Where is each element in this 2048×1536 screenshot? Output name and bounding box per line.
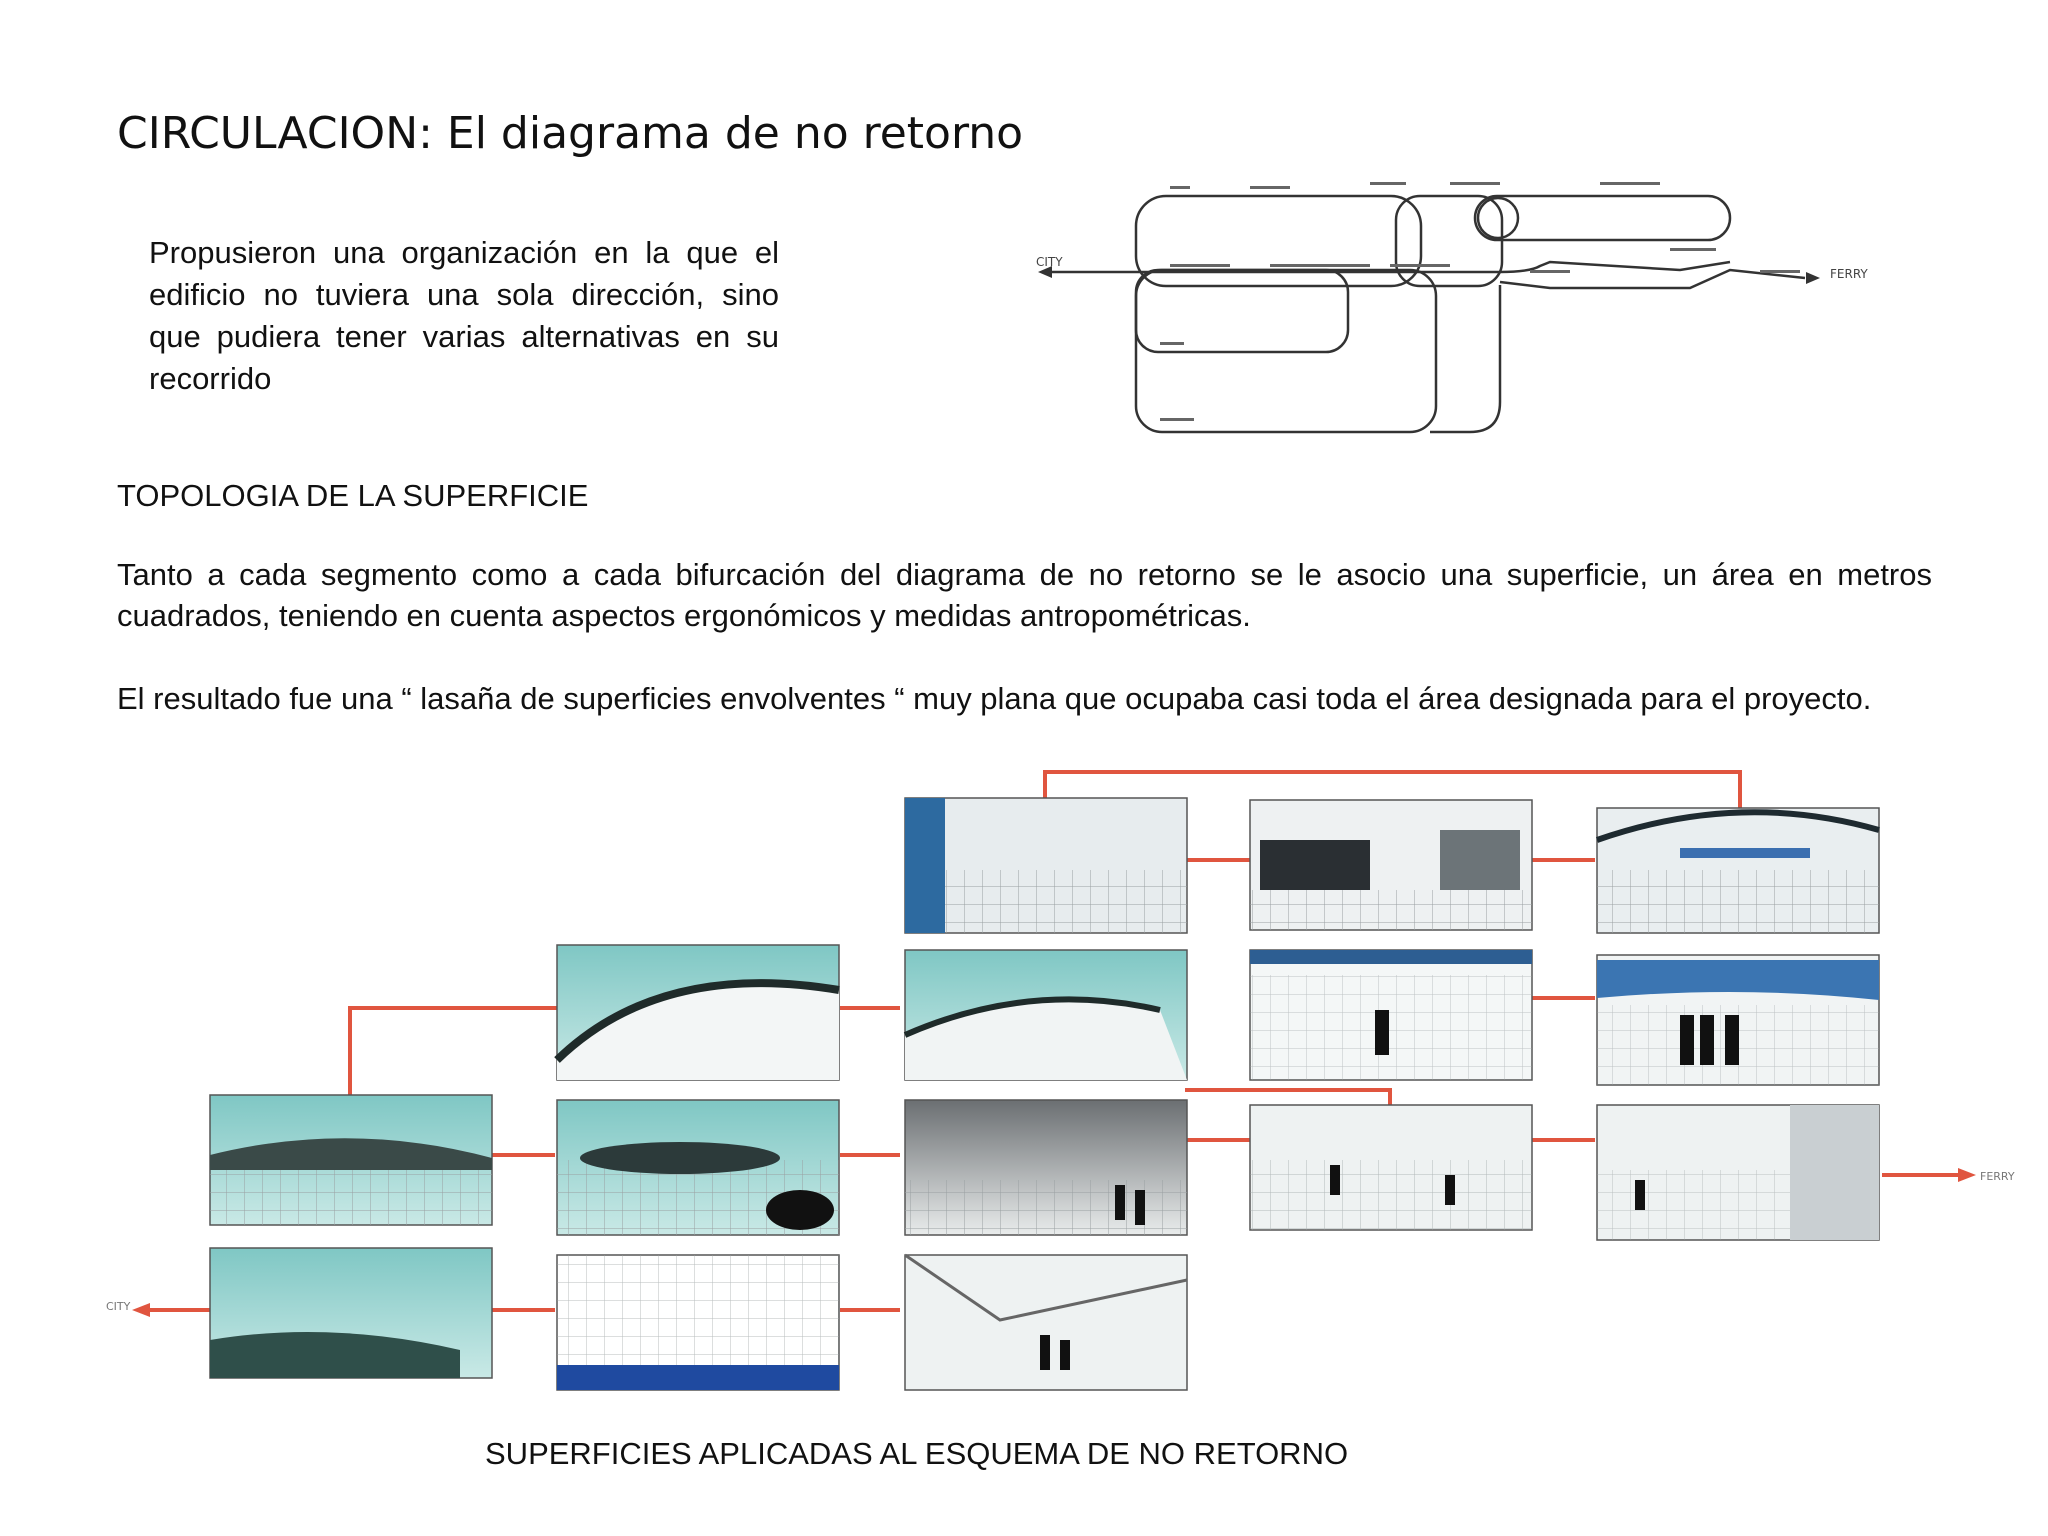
connector-left-upper (350, 1008, 560, 1095)
diagram-tiny-label (1170, 264, 1230, 267)
render-tile (905, 950, 1187, 1080)
connector (1185, 1090, 1390, 1105)
diagram-city-label: CITY (1036, 255, 1063, 269)
render-tile (905, 798, 1187, 933)
render-tile (557, 1255, 839, 1390)
render-tile (557, 945, 839, 1080)
figure-caption: SUPERFICIES APLICADAS AL ESQUEMA DE NO RETORNO (485, 1436, 1349, 1471)
render-tile (210, 1095, 492, 1225)
diagram-loop (1136, 270, 1348, 352)
diagram-tiny-label (1370, 182, 1406, 185)
intro-paragraph: Propusieron una organización en la que el edificio no tuviera una sola dirección, sino que pudiera tener varias alternativas en su recorrido (149, 235, 779, 396)
diagram-tiny-label (1600, 182, 1660, 185)
paragraph-lasagna: El resultado fue una “ lasaña de superficies envolventes “ muy plana que ocupaba casi toda el área designada para el proyecto. (117, 681, 1872, 716)
diagram-tiny-label (1760, 270, 1800, 273)
diagram-tiny-label (1390, 264, 1450, 267)
diagram-tiny-label (1450, 182, 1500, 185)
diagram-tiny-label (1170, 186, 1190, 189)
board-ferry-label: FERRY (1980, 1170, 2015, 1183)
surfaces-board (100, 760, 2015, 1420)
diagram-loop (1478, 198, 1518, 238)
diagram-loops (1050, 196, 1805, 432)
diagram-tiny-label (1160, 418, 1194, 421)
diagram-ferry-label: FERRY (1830, 267, 1868, 281)
ferry-arrow (1958, 1168, 1976, 1182)
section-subheading: TOPOLOGIA DE LA SUPERFICIE (117, 478, 589, 513)
render-tile (210, 1248, 492, 1378)
diagram-small-labels (1160, 182, 1800, 421)
diagram-path (1430, 285, 1500, 432)
diagram-arrow-right (1806, 272, 1820, 284)
diagram-tiny-label (1270, 264, 1370, 267)
diagram-tiny-label (1160, 342, 1184, 345)
render-tile (1597, 1105, 1879, 1240)
render-tile (1597, 955, 1879, 1085)
render-tile (1250, 1105, 1532, 1230)
diagram-tiny-label (1250, 186, 1290, 189)
board-city-label: CITY (106, 1300, 131, 1313)
render-tile (1597, 808, 1879, 933)
diagram-tiny-label (1670, 248, 1716, 251)
page-title: CIRCULACION: El diagrama de no retorno (117, 108, 1024, 159)
city-arrow (132, 1303, 150, 1317)
render-tile (905, 1100, 1187, 1235)
diagram-loop (1475, 196, 1730, 240)
render-tile (1250, 950, 1532, 1080)
render-tile (1250, 800, 1532, 930)
paragraph-surface-area: Tanto a cada segmento como a cada bifurcación del diagrama de no retorno se le asocio una superficie, un área en metros cuadrados, teniendo en cuenta aspectos ergonómicos y medidas antropométricas. (117, 557, 1932, 633)
no-return-diagram (1030, 170, 1900, 450)
render-tile (905, 1255, 1187, 1390)
render-tile (557, 1100, 839, 1235)
diagram-tiny-label (1530, 270, 1570, 273)
